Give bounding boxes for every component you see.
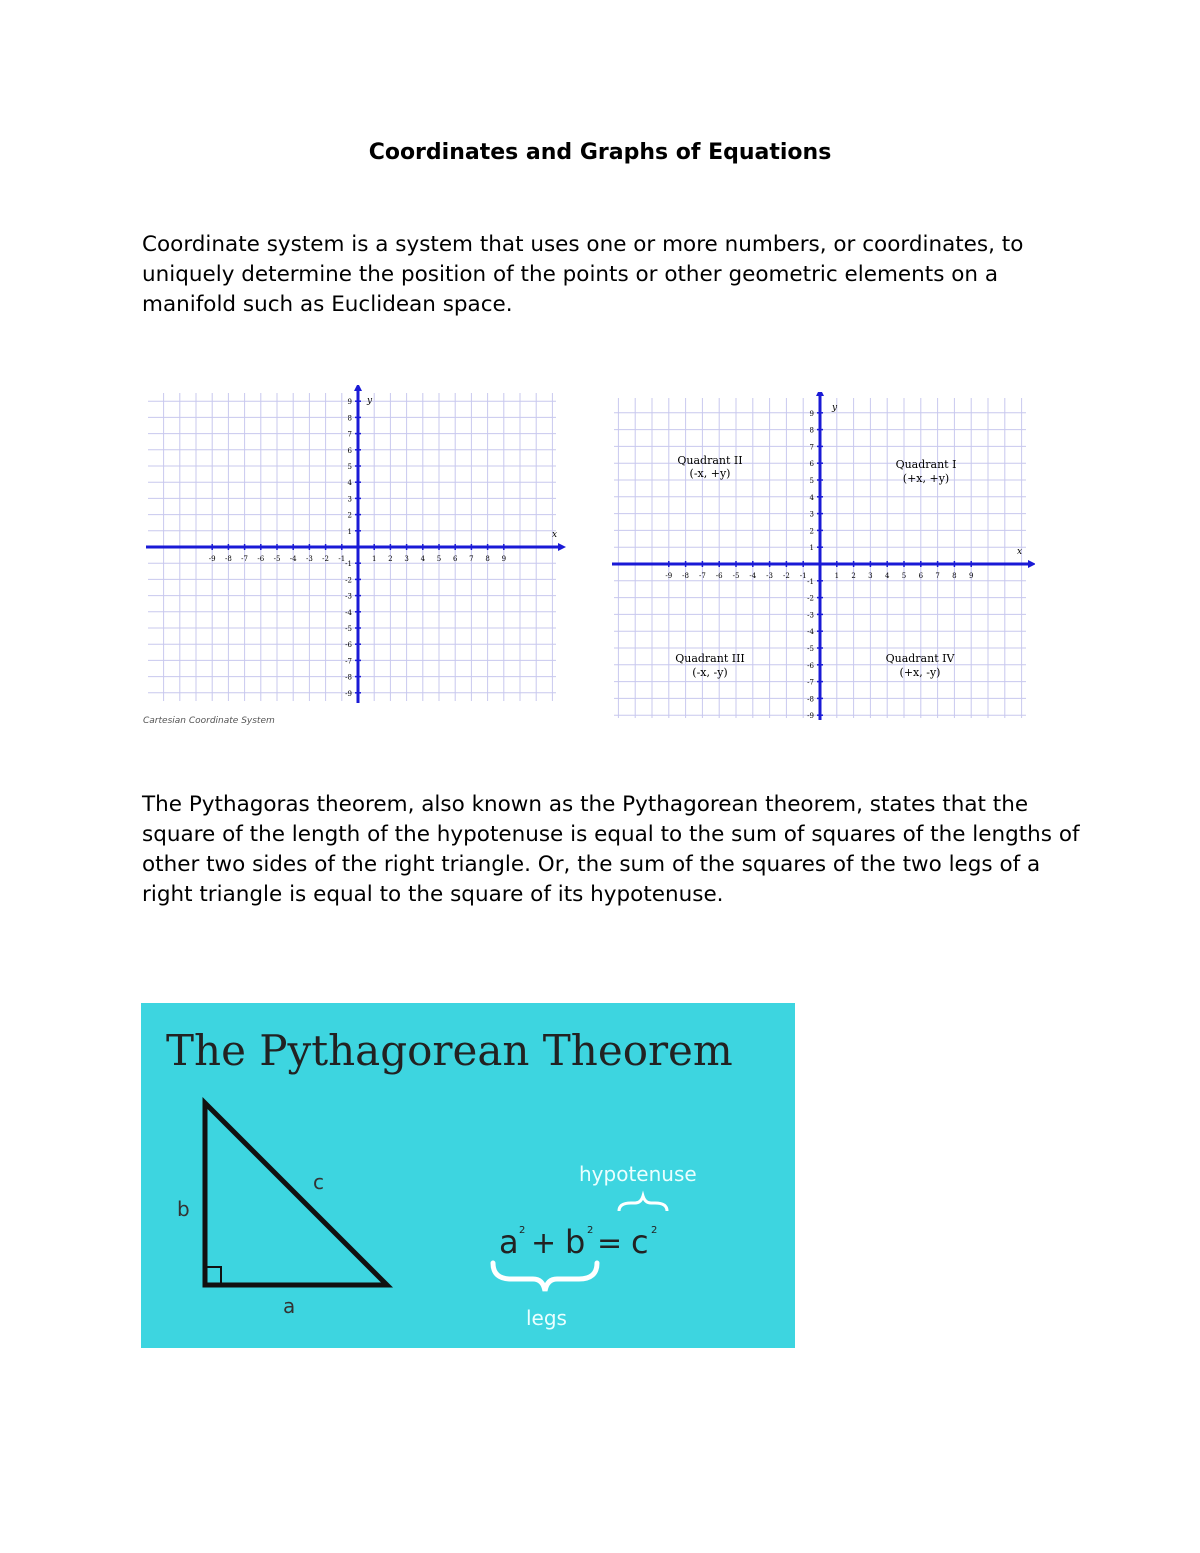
y-tick-label: -3 [807,611,814,620]
x-tick-label: -6 [257,555,265,563]
side-c-label: c [313,1170,324,1194]
x-tick-label: 9 [501,555,507,563]
formula-c-exponent: 2 [651,1225,658,1236]
formula-a: a [499,1223,519,1261]
formula-c: c [631,1223,649,1261]
x-tick-label: -9 [208,555,216,563]
y-tick-label: -1 [345,560,352,569]
x-tick-label: 9 [968,572,974,580]
y-tick-label: 5 [347,463,352,471]
y-tick-label: -7 [807,678,814,687]
y-axis-label: y [367,396,373,406]
side-a-label: a [283,1294,296,1318]
y-tick-label: -2 [345,576,352,585]
y-tick-label: -7 [345,657,352,666]
x-axis-arrow-icon [558,543,566,551]
y-tick-label: 7 [347,430,352,439]
x-tick-label: -2 [782,572,790,580]
x-axis-label: x [1017,547,1023,557]
pythagorean-diagram [141,1003,795,1348]
formula-a-exponent: 2 [519,1225,526,1236]
legs-brace-icon [493,1263,597,1291]
x-tick-label: -8 [224,555,232,563]
y-tick-label: 3 [347,495,352,504]
y-tick-label: -9 [345,689,352,698]
y-tick-label: -2 [807,594,814,603]
y-tick-label: -3 [345,592,352,601]
quadrant-graph [610,392,1035,722]
y-axis-arrow-icon [354,385,362,391]
x-tick-label: 7 [469,555,474,563]
y-tick-label: 9 [809,409,814,418]
x-tick-label: 8 [952,572,957,580]
x-axis-arrow-icon [1028,560,1035,568]
x-tick-label: -2 [322,555,330,563]
y-tick-label: -4 [345,608,352,617]
quadrant-1-signs: (+x, +y) [902,472,950,485]
y-tick-label: 3 [809,510,814,519]
y-tick-label: -8 [345,673,352,682]
hypotenuse-label: hypotenuse [579,1162,697,1186]
legs-label: legs [526,1306,567,1330]
x-tick-label: 5 [436,555,442,563]
y-tick-label: 6 [809,460,814,469]
y-tick-label: -4 [807,628,814,637]
y-tick-label: -9 [807,712,814,721]
pythagorean-theorem-image [141,1003,795,1348]
x-tick-label: -1 [799,572,807,580]
coordinate-system-paragraph: Coordinate system is a system that uses one or more numbers, or coordinates, to uniquely determine the position of the points or other geometric elements on a manifold such as Euclidean space. [142,232,1024,317]
side-b-label: b [177,1197,190,1221]
page-title: Coordinates and Graphs of Equations [368,140,832,165]
y-tick-label: 9 [347,398,352,407]
y-tick-label: -6 [807,661,814,670]
x-tick-label: -3 [766,572,774,580]
x-tick-label: 2 [851,572,856,580]
x-tick-label: 1 [371,555,377,563]
y-tick-label: -5 [807,645,814,653]
y-tick-label: -1 [807,577,814,586]
quadrant-1-name: Quadrant I [895,458,957,471]
x-tick-label: -4 [289,555,297,563]
quadrant-3-signs: (-x, -y) [692,666,728,679]
x-tick-label: -5 [732,572,740,580]
x-tick-label: -5 [273,555,281,563]
y-tick-label: 5 [809,477,814,485]
x-tick-label: 1 [834,572,840,580]
x-tick-label: 2 [388,555,393,563]
quadrant-2-signs: (-x, +y) [689,467,731,480]
pythagoras-paragraph: The Pythagoras theorem, also known as the Pythagorean theorem, states that the square of the length of the hypotenuse is equal to the sum of squares of the lengths of other two sides of the right triangle. Or, the sum of the squares of the two legs of a right triangle is equal to the square of its hypotenuse. [142,792,1080,907]
y-tick-label: -6 [345,641,352,650]
x-tick-label: 8 [485,555,490,563]
y-tick-label: 4 [347,479,352,488]
x-tick-label: 6 [452,555,458,563]
right-triangle [205,1103,387,1285]
cartesian-graph-figure [140,385,570,730]
x-tick-label: 4 [884,572,890,580]
y-tick-label: 1 [809,544,814,553]
x-tick-label: -3 [305,555,313,563]
x-tick-label: 6 [918,572,924,580]
y-tick-label: 7 [809,443,814,452]
cartesian-graph [140,385,570,730]
y-tick-label: 8 [347,414,352,423]
y-tick-label: -8 [807,695,814,704]
pythagorean-heading: The Pythagorean Theorem [166,1026,733,1075]
y-tick-label: 4 [809,493,814,502]
x-tick-label: 7 [935,572,940,580]
y-tick-label: 2 [809,527,814,536]
x-tick-label: -9 [665,572,673,580]
formula-equals: = [597,1226,623,1261]
quadrant-3-name: Quadrant III [675,652,745,665]
formula-b: b [565,1223,586,1261]
y-axis-label: y [832,403,838,413]
x-tick-label: -6 [715,572,723,580]
y-tick-label: 8 [809,426,814,435]
hypotenuse-brace-icon [619,1196,667,1211]
x-tick-label: -4 [749,572,757,580]
quadrant-4-signs: (+x, -y) [899,666,941,679]
y-tick-label: 1 [347,527,352,536]
axes [146,385,566,703]
quadrant-4-name: Quadrant IV [885,652,955,665]
formula-plus: + [531,1226,557,1261]
y-tick-label: 2 [347,511,352,520]
x-tick-label: 3 [404,555,409,563]
x-tick-label: -8 [682,572,690,580]
y-tick-label: -5 [345,625,352,633]
formula-b-exponent: 2 [587,1225,594,1236]
y-tick-label: 6 [347,446,352,455]
x-tick-label: 5 [901,572,907,580]
quadrant-graph-figure [610,392,1035,722]
quadrant-2-name: Quadrant II [677,454,743,467]
x-tick-label: -7 [241,555,249,563]
x-tick-label: 4 [420,555,426,563]
x-tick-label: -1 [338,555,346,563]
x-axis-label: x [552,530,558,540]
y-axis-arrow-icon [816,392,824,396]
x-tick-label: 3 [868,572,873,580]
graph-caption: Cartesian Coordinate System [143,716,275,726]
x-tick-label: -7 [698,572,706,580]
